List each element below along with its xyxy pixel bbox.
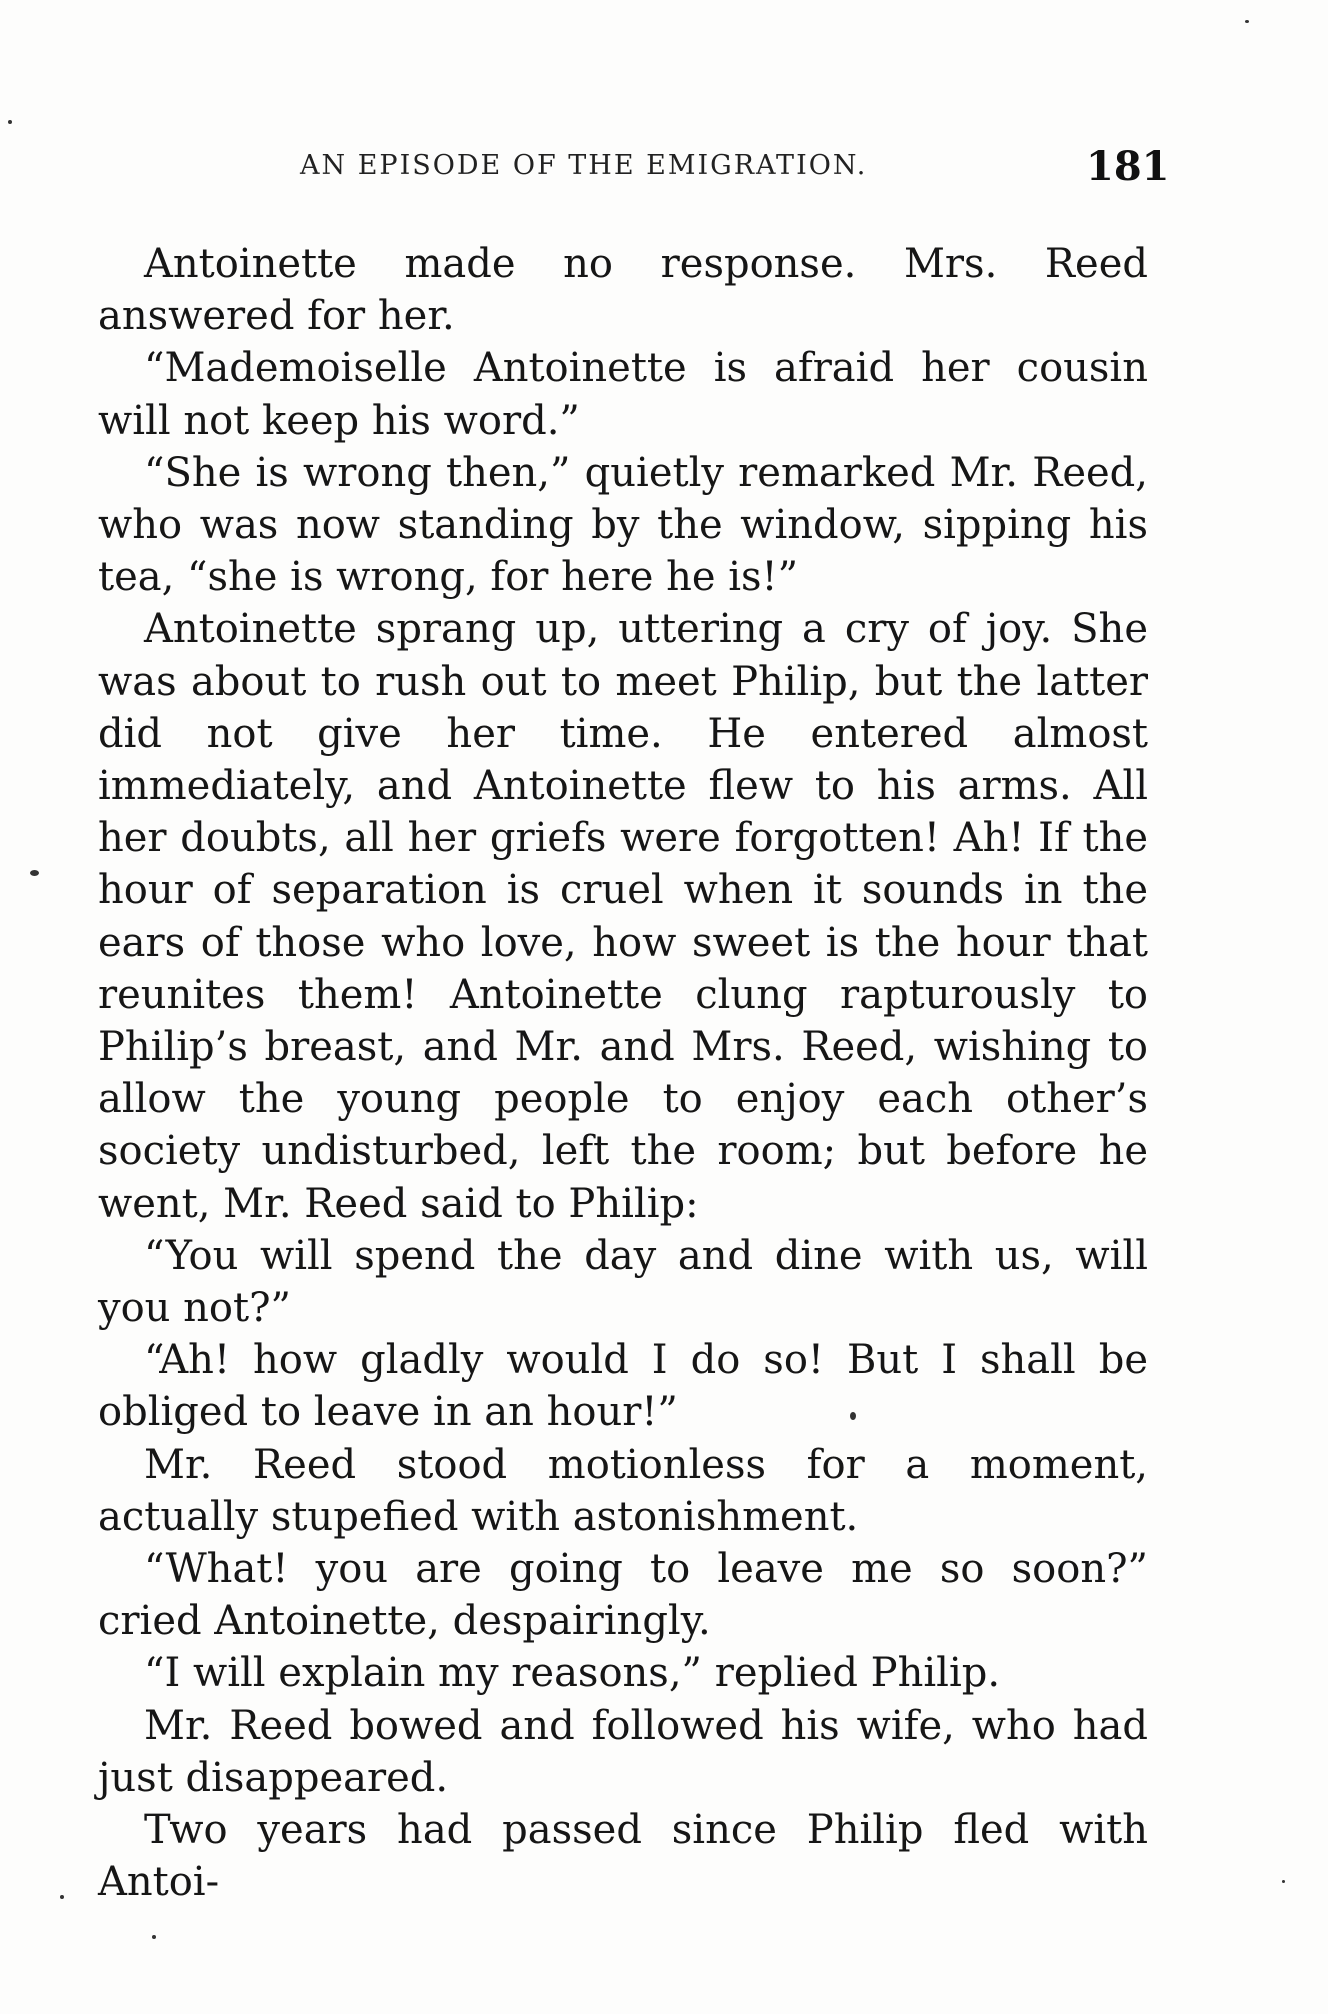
- paragraph: Antoinette sprang up, uttering a cry of joy. She was about to rush out to meet Philip, but the latter did not give her time. He entered almost immediately, and Antoinette flew to his arms. All her doubts, all her griefs were forgotten! Ah! If the hour of separation is cruel when it sounds in the ears of those who love, how sweet is the hour that reunites them! Antoinette clung rapturously to Philip’s breast, and Mr. and Mrs. Reed, wishing to allow the young people to enjoy each other’s society undisturbed, left the room; but before he went, Mr. Reed said to Philip:: [98, 606, 1148, 1227]
- paragraph: “I will explain my reasons,” replied Philip.: [144, 1650, 1001, 1697]
- paragraph: “She is wrong then,” quietly remarked Mr. Reed, who was now standing by the window, sipping his tea, “she is wrong, for here he is!”: [98, 449, 1148, 601]
- paragraph: Mr. Reed stood motionless for a moment, actually stupefied with astonishment.: [98, 1441, 1148, 1540]
- paragraph: “Ah! how gladly would I do so! But I shall be obliged to leave in an hour!”: [98, 1337, 1148, 1436]
- scan-speck: [850, 1412, 856, 1420]
- paragraph: Antoinette made no response. Mrs. Reed answered for her.: [98, 241, 1148, 340]
- paragraph: Two years had passed since Philip fled with Antoi-: [98, 1807, 1148, 1906]
- paragraph: “Mademoiselle Antoinette is afraid her cousin will not keep his word.”: [98, 345, 1148, 444]
- scan-speck: [30, 870, 39, 876]
- page-number: 181: [1086, 143, 1170, 190]
- scan-speck: [152, 1935, 156, 1939]
- body-text: [98, 238, 1148, 1909]
- scan-speck: [60, 1895, 64, 1899]
- paragraph: Mr. Reed bowed and followed his wife, who had just disappeared.: [98, 1702, 1148, 1801]
- scan-speck: [1245, 20, 1249, 23]
- paragraph: “You will spend the day and dine with us, will you not?”: [98, 1232, 1148, 1332]
- running-head: AN EPISODE OF THE EMIGRATION.: [300, 150, 868, 181]
- scan-speck: [1282, 1880, 1285, 1883]
- paragraph: “What! you are going to leave me so soon?” cried Antoinette, despairingly.: [98, 1546, 1148, 1645]
- scan-speck: [8, 120, 12, 124]
